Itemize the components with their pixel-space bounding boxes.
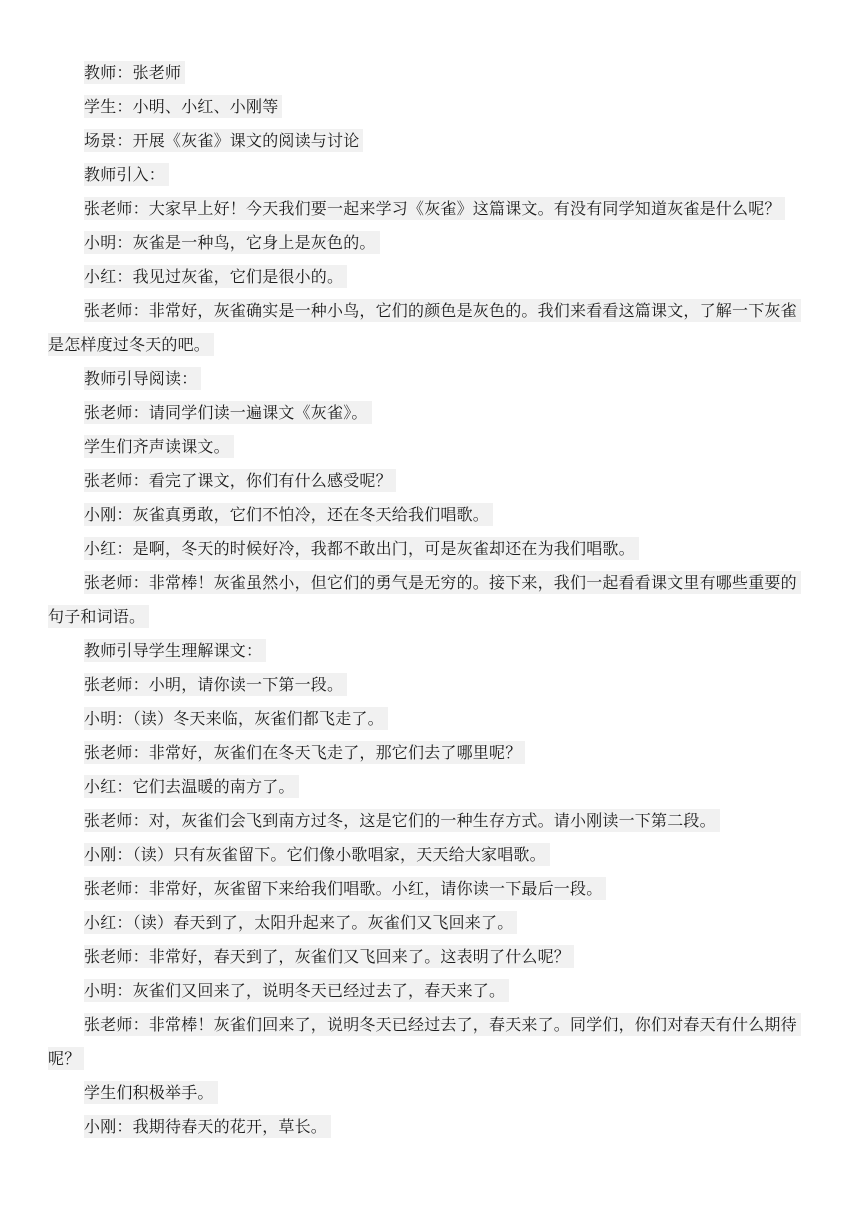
dialogue-line: 小明：灰雀们又回来了，说明冬天已经过去了，春天来了。 (0, 974, 860, 1008)
dialogue-line: 张老师：看完了课文，你们有什么感受呢？ (0, 464, 860, 498)
dialogue-line: 小刚：（读）只有灰雀留下。它们像小歌唱家，天天给大家唱歌。 (0, 838, 860, 872)
dialogue-line: 小红：我见过灰雀，它们是很小的。 (0, 260, 860, 294)
section-heading-intro: 教师引入： (0, 158, 860, 192)
section-heading-understanding: 教师引导学生理解课文： (0, 634, 860, 668)
dialogue-line: 张老师：非常棒！灰雀虽然小，但它们的勇气是无穷的。接下来，我们一起看看课文里有哪些重要的句子和词语。 (0, 566, 860, 634)
paragraph-scene: 场景：开展《灰雀》课文的阅读与讨论 (0, 124, 860, 158)
dialogue-line: 张老师：小明，请你读一下第一段。 (0, 668, 860, 702)
dialogue-line: 张老师：非常棒！灰雀们回来了，说明冬天已经过去了，春天来了。同学们，你们对春天有什么期待呢？ (0, 1008, 860, 1076)
dialogue-line: 张老师：非常好，灰雀留下来给我们唱歌。小红，请你读一下最后一段。 (0, 872, 860, 906)
paragraph-teacher: 教师：张老师 (0, 56, 860, 90)
dialogue-line: 小刚：我期待春天的花开，草长。 (0, 1110, 860, 1144)
dialogue-line: 小红：（读）春天到了，太阳升起来了。灰雀们又飞回来了。 (0, 906, 860, 940)
dialogue-line: 小刚：灰雀真勇敢，它们不怕冷，还在冬天给我们唱歌。 (0, 498, 860, 532)
paragraph-students: 学生：小明、小红、小刚等 (0, 90, 860, 124)
dialogue-line: 张老师：非常好，春天到了，灰雀们又飞回来了。这表明了什么呢？ (0, 940, 860, 974)
dialogue-line: 小红：它们去温暖的南方了。 (0, 770, 860, 804)
dialogue-line: 小红：是啊，冬天的时候好冷，我都不敢出门，可是灰雀却还在为我们唱歌。 (0, 532, 860, 566)
document-body (0, 56, 860, 1144)
section-heading-reading: 教师引导阅读： (0, 362, 860, 396)
dialogue-line: 张老师：非常好，灰雀确实是一种小鸟，它们的颜色是灰色的。我们来看看这篇课文，了解一下灰雀是怎样度过冬天的吧。 (0, 294, 860, 362)
narration-line: 学生们积极举手。 (0, 1076, 860, 1110)
dialogue-line: 小明：（读）冬天来临，灰雀们都飞走了。 (0, 702, 860, 736)
dialogue-line: 张老师：对，灰雀们会飞到南方过冬，这是它们的一种生存方式。请小刚读一下第二段。 (0, 804, 860, 838)
dialogue-line: 张老师：大家早上好！今天我们要一起来学习《灰雀》这篇课文。有没有同学知道灰雀是什么呢？ (0, 192, 860, 226)
dialogue-line: 小明：灰雀是一种鸟，它身上是灰色的。 (0, 226, 860, 260)
narration-line: 学生们齐声读课文。 (0, 430, 860, 464)
dialogue-line: 张老师：非常好，灰雀们在冬天飞走了，那它们去了哪里呢？ (0, 736, 860, 770)
dialogue-line: 张老师：请同学们读一遍课文《灰雀》。 (0, 396, 860, 430)
